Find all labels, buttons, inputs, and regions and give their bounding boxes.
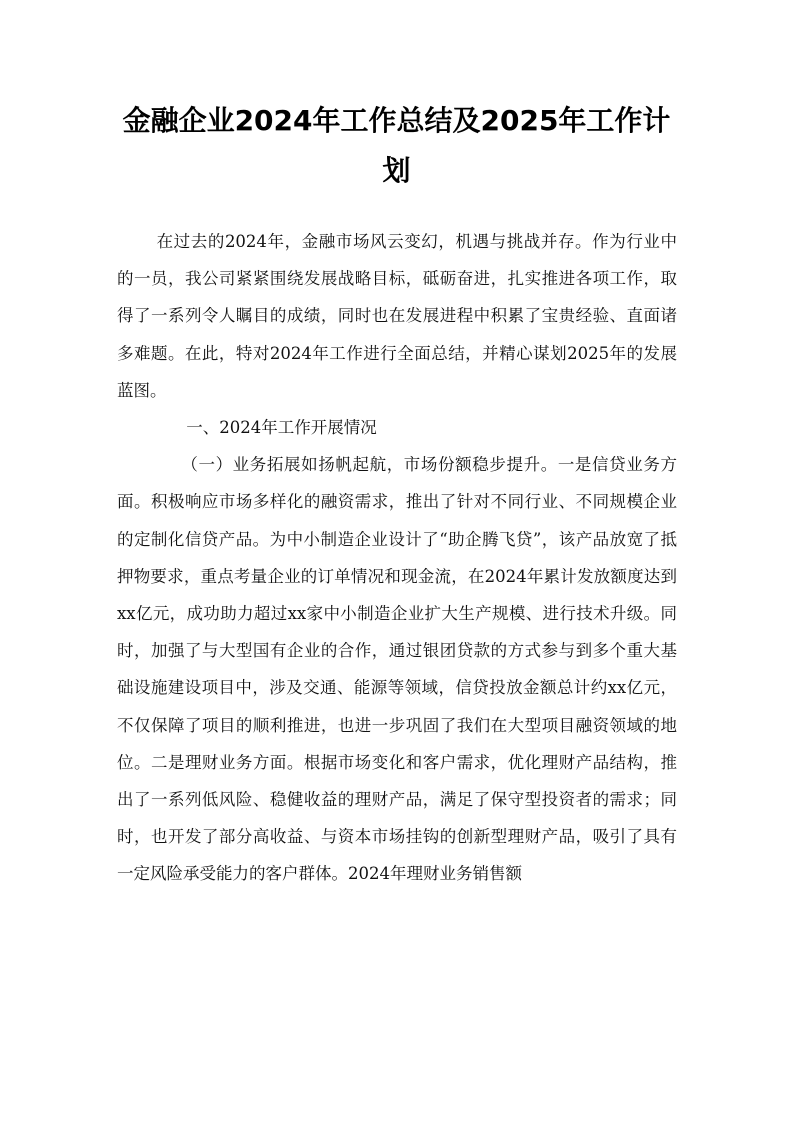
document-title: 金融企业2024年工作总结及2025年工作计划	[122, 104, 671, 187]
intro-paragraph: 在过去的2024年，金融市场风云变幻，机遇与挑战并存。作为行业中的一员，我公司紧紧围绕发展战略目标，砥砺奋进，扎实推进各项工作，取得了一系列令人瞩目的成绩，同时也在发展进程中积累了宝贵经验、直面诸多难题。在此，特对2024年工作进行全面总结，并精心谋划2025年的发展蓝图。	[117, 232, 677, 400]
subsection-paragraph: （一）业务拓展如扬帆起航，市场份额稳步提升。一是信贷业务方面。积极响应市场多样化的融资需求，推出了针对不同行业、不同规模企业的定制化信贷产品。为中小制造企业设计了“助企腾飞贷”，该产品放宽了抵押物要求，重点考量企业的订单情况和现金流，在2024年累计发放额度达到xx亿元，成功助力超过xx家中小制造企业扩大生产规模、进行技术升级。同时，加强了与大型国有企业的合作，通过银团贷款的方式参与到多个重大基础设施建设项目中，涉及交通、能源等领域，信贷投放金额总计约xx亿元，不仅保障了项目的顺利推进，也进一步巩固了我们在大型项目融资领域的地位。二是理财业务方面。根据市场变化和客户需求，优化理财产品结构，推出了一系列低风险、稳健收益的理财产品，满足了保守型投资者的需求；同时，也开发了部分高收益、与资本市场挂钩的创新型理财产品，吸引了具有一定风险承受能力的客户群体。2024年理财业务销售额	[117, 455, 677, 884]
document-body	[117, 223, 677, 893]
section-heading: 一、2024年工作开展情况	[186, 418, 377, 438]
